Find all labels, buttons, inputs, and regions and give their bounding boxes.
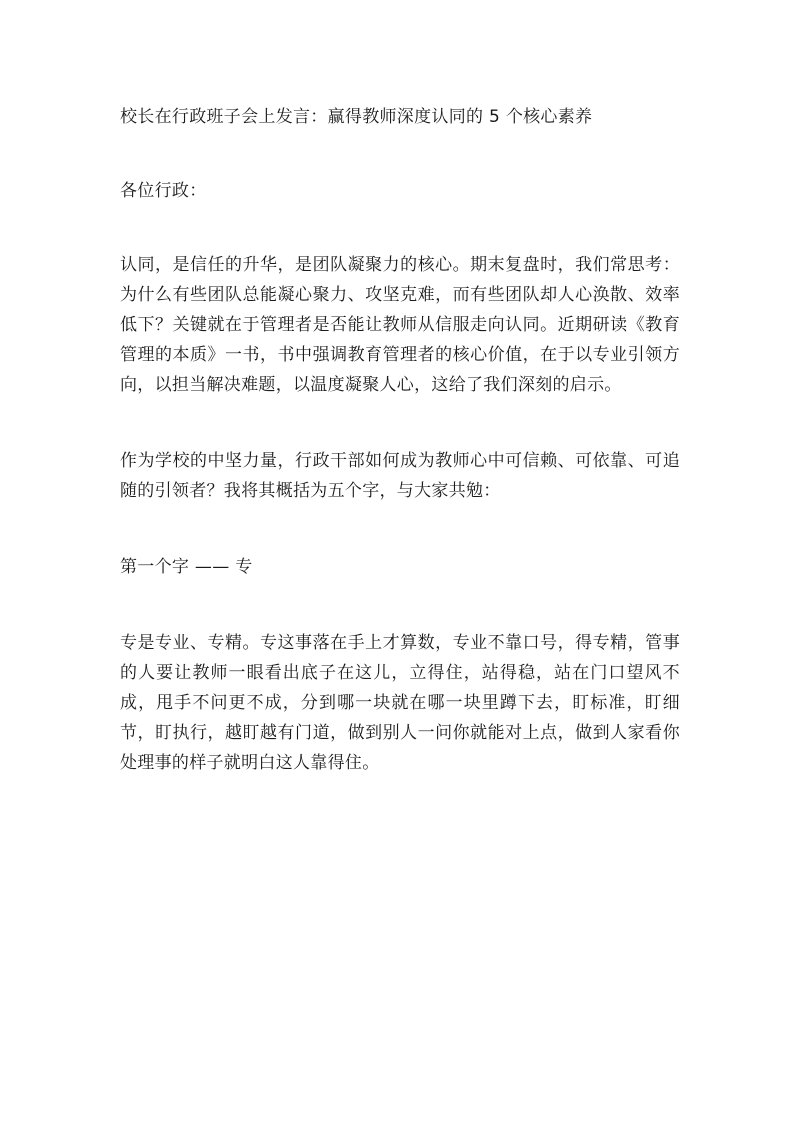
paragraph-overview: 作为学校的中坚力量，行政干部如何成为教师心中可信赖、可依靠、可追随的引领者？我将其概括为五个字，与大家共勉： [120, 451, 680, 501]
document-body [120, 102, 680, 778]
paragraph-intro: 认同，是信任的升华，是团队凝聚力的核心。期末复盘时，我们常思考：为什么有些团队总能凝心聚力、攻坚克难，而有些团队却人心涣散、效率低下？关键就在于管理者是否能让教师从信服走向认同。近期研读《教育管理的本质》一书，书中强调教育管理者的核心价值，在于以专业引领方向，以担当解决难题，以温度凝聚人心，这给了我们深刻的启示。 [120, 255, 680, 395]
section-heading: 第一个字 —— 专 [120, 557, 253, 577]
paragraph-section-1: 专是专业、专精。专这事落在手上才算数，专业不靠口号，得专精，管事的人要让教师一眼看出底子在这儿，立得住，站得稳，站在门口望风不成，甩手不问更不成，分到哪一块就在哪一块里蹲下去，盯标准，盯细节，盯执行，越盯越有门道，做到别人一问你就能对上点，做到人家看你处理事的样子就明白这人靠得住。 [120, 633, 680, 773]
document-title: 校长在行政班子会上发言：赢得教师深度认同的 5 个核心素养 [120, 107, 593, 127]
salutation: 各位行政： [120, 181, 207, 201]
